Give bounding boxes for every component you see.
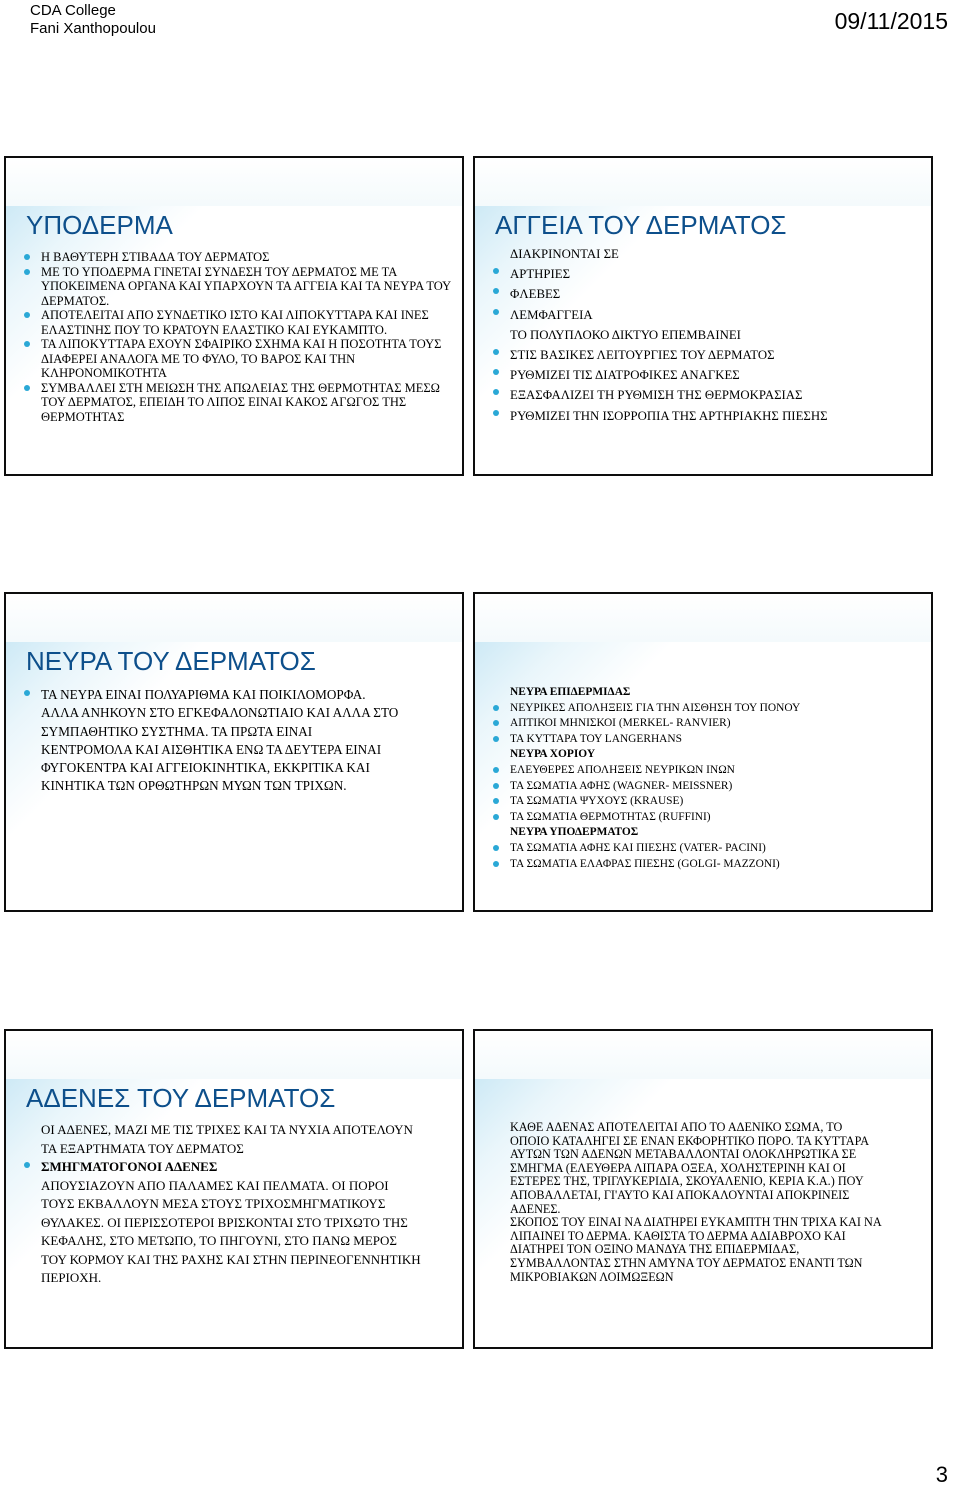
slide-hypodermis <box>4 156 464 476</box>
list-item: ΕΛΕΥΘΕΡΕΣ ΑΠΟΛΗΞΕΙΣ ΝΕΥΡΙΚΩΝ ΙΝΩΝ <box>491 763 921 779</box>
list-item: ΜΕ ΤΟ ΥΠΟΔΕΡΜΑ ΓΙΝΕΤΑΙ ΣΥΝΔΕΣΗ ΤΟΥ ΔΕΡΜΑΤΟΣ ΜΕ ΤΑ ΥΠΟΚΕΙΜΕΝΑ ΟΡΓΑΝΑ ΚΑΙ ΥΠΑΡΧΟΥΝ ΤΑ ΑΓΓΕΙΑ ΚΑΙ ΤΑ ΝΕΥΡΑ ΤΟΥ ΔΕΡΜΑΤΟΣ. <box>22 265 452 309</box>
list-item: ΦΛΕΒΕΣ <box>491 284 921 304</box>
list-item: ΤΑ ΚΥΤΤΑΡΑ ΤΟΥ LANGERHANS <box>491 732 921 748</box>
list-item: ΣΚΟΠΟΣ ΤΟΥ ΕΙΝΑΙ ΝΑ ΔΙΑΤΗΡΕΙ ΕΥΚΑΜΠΤΗ ΤΗΝ ΤΡΙΧΑ ΚΑΙ ΝΑ ΛΙΠΑΙΝΕΙ ΤΟ ΔΕΡΜΑ. ΚΑΘΙΣΤΑ ΤΟ ΔΕΡΜΑ ΑΔΙΑΒΡΟΧΟ ΚΑΙ ΔΙΑΤΗΡΕΙ ΤΟΝ ΟΞΙΝΟ ΜΑΝΔΥΑ ΤΗΣ ΕΠΙΔΕΡΜΙΔΑΣ, ΣΥΜΒΑΛΛΟΝΤΑΣ ΣΤΗΝ ΑΜΥΝΑ ΤΟΥ ΔΕΡΜΑΤΟΣ ΕΝΑΝΤΙ ΤΩΝ ΜΙΚΡΟΒΙΑΚΩΝ ΛΟΙΜΩΞΕΩΝ <box>510 1215 881 1284</box>
list-item: ΤΟ ΠΟΛΥΠΛΟΚΟ ΔΙΚΤΥΟ ΕΠΕΜΒΑΙΝΕΙ <box>510 327 741 342</box>
list-heading: ΝΕΥΡΑ ΕΠΙΔΕΡΜΙΔΑΣ <box>510 686 631 698</box>
slide-title: ΑΓΓΕΙΑ ΤΟΥ ΔΕΡΜΑΤΟΣ <box>495 210 787 240</box>
list-heading: ΣΜΗΓΜΑΤΟΓΟΝΟΙ ΑΔΕΝΕΣ <box>22 1158 422 1177</box>
page-number: 3 <box>935 1462 948 1487</box>
list-item: ΟΙ ΑΔΕΝΕΣ, ΜΑΖΙ ΜΕ ΤΙΣ ΤΡΙΧΕΣ ΚΑΙ ΤΑ ΝΥΧΙΑ ΑΠΟΤΕΛΟΥΝ ΤΑ ΕΞΑΡΤΗΜΑΤΑ ΤΟΥ ΔΕΡΜΑΤΟΣ <box>41 1122 413 1156</box>
slide-sebaceous-glands <box>473 1029 933 1349</box>
list-item: ΑΡΤΗΡΙΕΣ <box>491 264 921 284</box>
list-item: ΤΑ ΣΩΜΑΤΙΑ ΨΥΧΟΥΣ (KRAUSE) <box>491 794 921 810</box>
slide-skin-vessels <box>473 156 933 476</box>
slide-skin-glands <box>4 1029 464 1349</box>
slide-list <box>22 686 402 796</box>
slide-skin-nerves <box>4 592 464 912</box>
list-heading: ΝΕΥΡΑ ΧΟΡΙΟΥ <box>510 748 596 761</box>
list-item: ΤΑ ΣΩΜΑΤΙΑ ΑΦΗΣ (WAGNER- MEISSNER) <box>491 779 921 795</box>
slide-list <box>491 244 921 426</box>
list-item: ΝΕΥΡΙΚΕΣ ΑΠΟΛΗΞΕΙΣ ΓΙΑ ΤΗΝ ΑΙΣΘΗΣΗ ΤΟΥ ΠΟΝΟΥ <box>491 701 921 717</box>
list-item: ΔΙΑΚΡΙΝΟΝΤΑΙ ΣΕ <box>510 247 619 261</box>
list-item: ΤΑ ΣΩΜΑΤΙΑ ΘΕΡΜΟΤΗΤΑΣ (RUFFINI) <box>491 810 921 826</box>
list-item: ΣΥΜΒΑΛΛΕΙ ΣΤΗ ΜΕΙΩΣΗ ΤΗΣ ΑΠΩΛΕΙΑΣ ΤΗΣ ΘΕΡΜΟΤΗΤΑΣ ΜΕΣΩ ΤΟΥ ΔΕΡΜΑΤΟΣ, ΕΠΕΙΔΗ ΤΟ ΛΙΠΟΣ ΕΙΝΑΙ ΚΑΚΟΣ ΑΓΩΓΟΣ ΤΗΣ ΘΕΡΜΟΤΗΤΑΣ <box>22 381 452 425</box>
list-item: ΤΑ ΛΙΠΟΚΥΤΤΑΡΑ ΕΧΟΥΝ ΣΦΑΙΡΙΚΟ ΣΧΗΜΑ ΚΑΙ Η ΠΟΣΟΤΗΤΑ ΤΟΥΣ ΔΙΑΦΕΡΕΙ ΑΝΑΛΟΓΑ ΜΕ ΤΟ ΦΥΛΟ, ΤΟ ΒΑΡΟΣ ΚΑΙ ΤΗΝ ΚΛΗΡΟΝΟΜΙΚΟΤΗΤΑ <box>22 337 452 381</box>
slide-list <box>491 1121 883 1284</box>
list-item: ΤΑ ΣΩΜΑΤΙΑ ΕΛΑΦΡΑΣ ΠΙΕΣΗΣ (GOLGI- MAZZONI) <box>491 857 921 873</box>
header-left <box>30 2 156 38</box>
header-org: CDA College <box>30 2 116 19</box>
slide-nerve-types <box>473 592 933 912</box>
list-item: ΑΠΟΤΕΛΕΙΤΑΙ ΑΠΟ ΣΥΝΔΕΤΙΚΟ ΙΣΤΟ ΚΑΙ ΛΙΠΟΚΥΤΤΑΡΑ ΚΑΙ ΙΝΕΣ ΕΛΑΣΤΙΝΗΣ ΠΟΥ ΤΟ ΚΡΑΤΟΥΝ ΕΛΑΣΤΙΚΟ ΚΑΙ ΕΥΚΑΜΠΤΟ. <box>22 308 452 337</box>
list-item: ΑΠΤΙΚΟΙ ΜΗΝΙΣΚΟΙ (MERKEL- RANVIER) <box>491 716 921 732</box>
slide-title: ΑΔΕΝΕΣ ΤΟΥ ΔΕΡΜΑΤΟΣ <box>26 1083 336 1113</box>
list-item: ΤΑ ΝΕΥΡΑ ΕΙΝΑΙ ΠΟΛΥΑΡΙΘΜΑ ΚΑΙ ΠΟΙΚΙΛΟΜΟΡΦΑ. ΑΛΛΑ ΑΝΗΚΟΥΝ ΣΤΟ ΕΓΚΕΦΑΛΟΝΩΤΙΑΙΟ ΚΑΙ ΑΛΛΑ ΣΤΟ ΣΥΜΠΑΘΗΤΙΚΟ ΣΥΣΤΗΜΑ. ΤΑ ΠΡΩΤΑ ΕΙΝΑΙ ΚΕΝΤΡΟΜΟΛΑ ΚΑΙ ΑΙΣΘΗΤΙΚΑ ΕΝΩ ΤΑ ΔΕΥΤΕΡΑ ΕΙΝΑΙ ΦΥΓΟΚΕΝΤΡΑ ΚΑΙ ΑΓΓΕΙΟΚΙΝΗΤΙΚΑ, ΕΚΚΡΙΤΙΚΑ ΚΑΙ ΚΙΝΗΤΙΚΑ ΤΩΝ ΟΡΘΩΤΗΡΩΝ ΜΥΩΝ ΤΩΝ ΤΡΙΧΩΝ. <box>22 686 402 796</box>
list-item: ΣΤΙΣ ΒΑΣΙΚΕΣ ΛΕΙΤΟΥΡΓΙΕΣ ΤΟΥ ΔΕΡΜΑΤΟΣ <box>491 345 921 365</box>
slide-list <box>491 685 921 872</box>
list-item: Η ΒΑΘΥΤΕΡΗ ΣΤΙΒΑΔΑ ΤΟΥ ΔΕΡΜΑΤΟΣ <box>22 250 452 265</box>
slide-title: ΥΠΟΔΕΡΜΑ <box>26 210 173 240</box>
slide-list <box>22 250 452 424</box>
slide-title: ΝΕΥΡΑ ΤΟΥ ΔΕΡΜΑΤΟΣ <box>26 646 316 676</box>
header-author: Fani Xanthopoulou <box>30 20 156 37</box>
list-item: ΡΥΘΜΙΖΕΙ ΤΙΣ ΔΙΑΤΡΟΦΙΚΕΣ ΑΝΑΓΚΕΣ <box>491 365 921 385</box>
list-item: ΤΑ ΣΩΜΑΤΙΑ ΑΦΗΣ ΚΑΙ ΠΙΕΣΗΣ (VATER- PACINI) <box>491 841 921 857</box>
list-item: ΚΑΘΕ ΑΔΕΝΑΣ ΑΠΟΤΕΛΕΙΤΑΙ ΑΠΟ ΤΟ ΑΔΕΝΙΚΟ ΣΩΜΑ, ΤΟ ΟΠΟΙΟ ΚΑΤΑΛΗΓΕΙ ΣΕ ΕΝΑΝ ΕΚΦΟΡΗΤΙΚΟ ΠΟΡΟ. ΤΑ ΚΥΤΤΑΡΑ ΑΥΤΩΝ ΤΩΝ ΑΔΕΝΩΝ ΜΕΤΑΒΑΛΛΟΝΤΑΙ ΟΛΟΚΛΗΡΩΤΙΚΑ ΣΕ ΣΜΗΓΜΑ (ΕΛΕΥΘΕΡΑ ΛΙΠΑΡΑ ΟΞΕΑ, ΧΟΛΗΣΤΕΡΙΝΗ ΚΑΙ ΟΙ ΕΣΤΕΡΕΣ ΤΗΣ, ΤΡΙΓΛΥΚΕΡΙΔΙΑ, ΣΚΟΥΑΛΕΝΙΟ, ΚΕΡΙΑ Κ.Α.) ΠΟΥ ΑΠΟΒΑΛΛΕΤΑΙ, ΓΙ'ΑΥΤΟ ΚΑΙ ΑΠΟΚΑΛΟΥΝΤΑΙ ΑΠΟΚΡΙΝΕΙΣ ΑΔΕΝΕΣ. <box>510 1120 869 1216</box>
list-item: ΑΠΟΥΣΙΑΖΟΥΝ ΑΠΟ ΠΑΛΑΜΕΣ ΚΑΙ ΠΕΛΜΑΤΑ. ΟΙ ΠΟΡΟΙ ΤΟΥΣ ΕΚΒΑΛΛΟΥΝ ΜΕΣΑ ΣΤΟΥΣ ΤΡΙΧΟΣΜΗΓΜΑΤΙΚΟΥΣ ΘΥΛΑΚΕΣ. ΟΙ ΠΕΡΙΣΣΟΤΕΡΟΙ ΒΡΙΣΚΟΝΤΑΙ ΣΤΟ ΤΡΙΧΩΤΟ ΤΗΣ ΚΕΦΑΛΗΣ, ΣΤΟ ΜΕΤΩΠΟ, ΤΟ ΠΗΓΟΥΝΙ, ΣΤΟ ΠΑΝΩ ΜΕΡΟΣ ΤΟΥ ΚΟΡΜΟΥ ΚΑΙ ΤΗΣ ΡΑΧΗΣ ΚΑΙ ΣΤΗΝ ΠΕΡΙΝΕΟΓΕΝΝΗΤΙΚΗ ΠΕΡΙΟΧΗ. <box>41 1177 421 1285</box>
list-item: ΡΥΘΜΙΖΕΙ ΤΗΝ ΙΣΟΡΡΟΠΙΑ ΤΗΣ ΑΡΤΗΡΙΑΚΗΣ ΠΙΕΣΗΣ <box>491 406 921 426</box>
header-date: 09/11/2015 <box>834 8 948 34</box>
list-heading: ΝΕΥΡΑ ΥΠΟΔΕΡΜΑΤΟΣ <box>510 826 639 839</box>
list-item: ΛΕΜΦΑΓΓΕΙΑ <box>491 305 921 325</box>
slide-list <box>22 1121 422 1288</box>
list-item: ΕΞΑΣΦΑΛΙΖΕΙ ΤΗ ΡΥΘΜΙΣΗ ΤΗΣ ΘΕΡΜΟΚΡΑΣΙΑΣ <box>491 385 921 405</box>
